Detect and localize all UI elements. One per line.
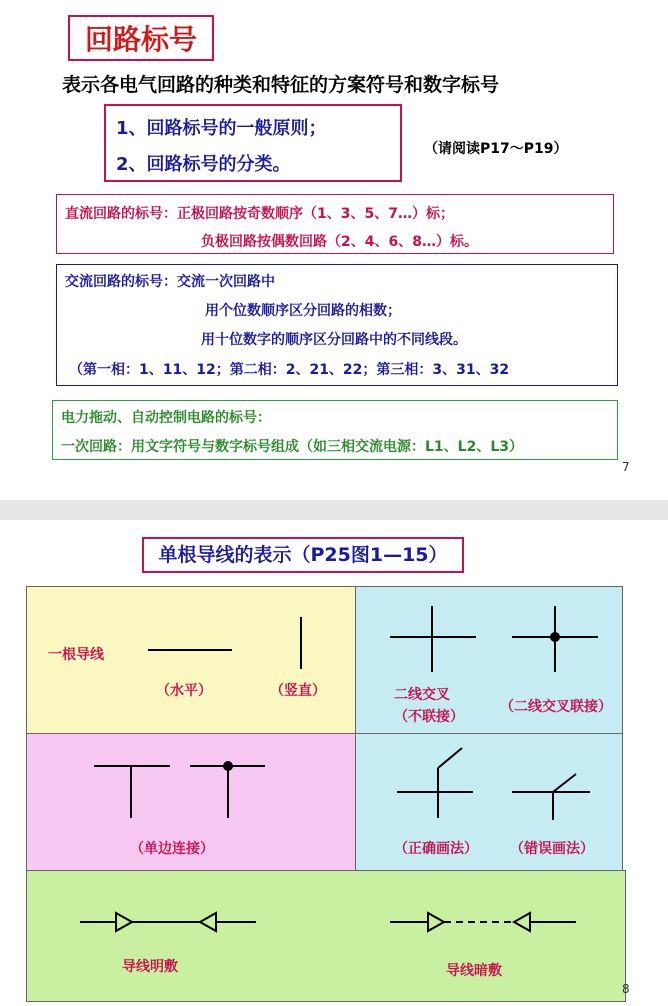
- correct-label: （正确画法）: [394, 841, 478, 857]
- concealed-right-arrow: [428, 913, 444, 931]
- cross-label-line-1: 二线交叉: [394, 687, 450, 703]
- page-number-2: 8: [622, 982, 630, 996]
- power-line-2: 一次回路：用文字符号与数字标号组成（如三相交流电源：L1、L2、L3）: [61, 439, 523, 455]
- ac-line-2: 用个位数顺序区分回路的相数；: [205, 303, 401, 319]
- vertical-label: （竖直）: [270, 683, 326, 699]
- exposed-label: 导线明敷: [122, 959, 178, 975]
- reading-note: （请阅读P17～P19）: [424, 141, 568, 157]
- page-number: 7: [622, 460, 630, 474]
- concealed-left-arrow: [514, 913, 530, 931]
- slide-subtitle: 表示各电气回路的种类和特征的方案符号和数字标号: [62, 74, 500, 96]
- ac-line-3: 用十位数字的顺序区分回路中的不同线段。: [201, 332, 467, 348]
- principle-item: 1、回路标号的一般原则；: [116, 118, 327, 139]
- exposed-left-arrow: [200, 913, 216, 931]
- concealed-label: 导线暗敷: [446, 963, 502, 979]
- side-connect-label: （单边连接）: [130, 841, 214, 857]
- ac-line-4: （第一相：1、11、12；第二相：2、21、22；第三相：3、31、32: [69, 362, 510, 378]
- power-line-1: 电力拖动、自动控制电路的标号：: [61, 410, 271, 426]
- slide-title: 回路标号: [68, 15, 214, 61]
- cross-label-line-2: （不联接）: [394, 709, 464, 725]
- dc-line-2: 负极回路按偶数回路（2、4、6、8…）标。: [201, 234, 478, 250]
- exposed-right-arrow: [116, 913, 132, 931]
- principle-item: 2、回路标号的分类。: [116, 154, 291, 175]
- dc-line-1: 直流回路的标号：正极回路按奇数顺序（1、3、5、7…）标；: [65, 206, 454, 222]
- cross-joint-label: （二线交叉联接）: [500, 699, 612, 715]
- slide-2-title: 单根导线的表示（P25图1—15）: [142, 537, 464, 573]
- single-wire-label: 一根导线: [48, 647, 104, 663]
- wrong-label: （错误画法）: [510, 841, 594, 857]
- ac-line-1: 交流回路的标号：交流一次回路中: [65, 274, 275, 290]
- horizontal-label: （水平）: [156, 683, 212, 699]
